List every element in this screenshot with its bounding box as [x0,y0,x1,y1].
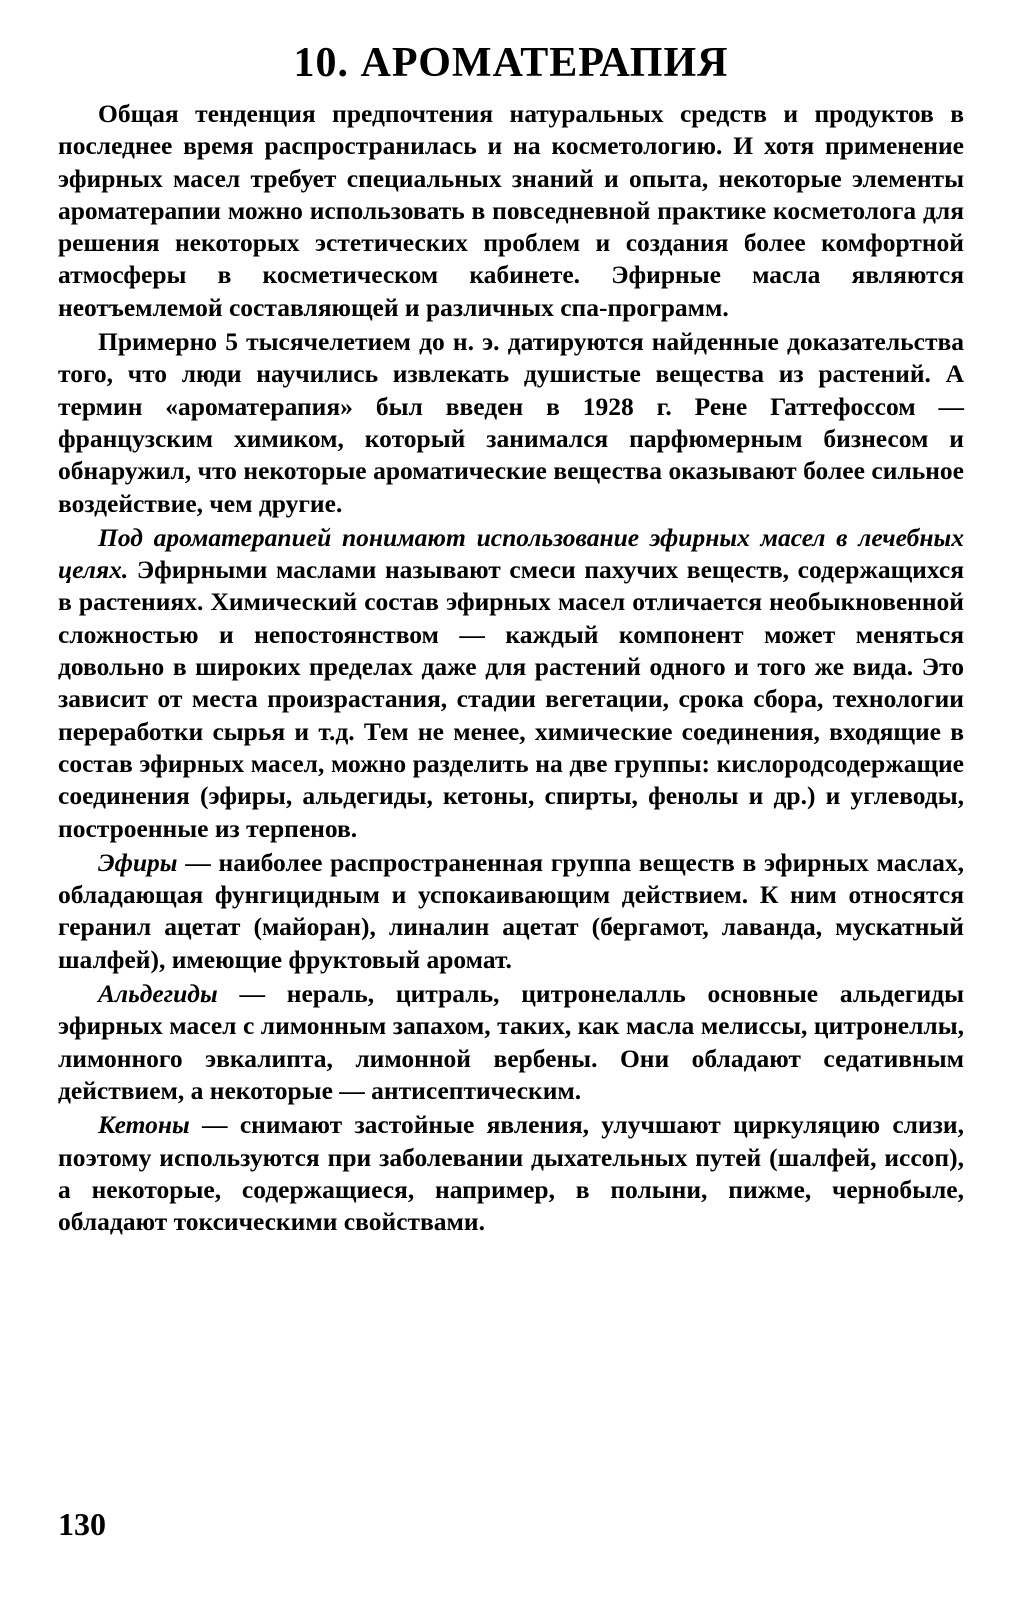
paragraph-lead: Под ароматерапией понимают использование эфирных масел в лечебных целях. [58,522,964,585]
paragraph-aldehydes [58,978,964,1107]
paragraph-esters [58,847,964,976]
page-number: 130 [58,1506,106,1542]
paragraph-text: Примерно 5 тысячелетием до н. э. датируются найденные доказательства того, что люди научились извлекать душистые вещества из растений. А термин «ароматерапия» был введен в 1928 г. Рене Гаттефоссом — французским химиком, который занимался парфюмерным бизнесом и обнаружил, что некоторые ароматические вещества оказывают более сильное воздействие, чем другие. [58,327,964,518]
paragraph-text: Эфирными маслами называют смеси пахучих веществ, содержащихся в растениях. Химический состав эфирных масел отличается необыкновенной сложностью и непостоянством — каждый компонент может меняться довольно в широких пределах даже для растений одного и того же вида. Это зависит от места произрастания, стадии вегетации, срока сбора, технологии переработки сырья и т.д. Тем не менее, химические соединения, входящие в состав эфирных масел, можно разделить на две группы: кислородсодержащие соединения (эфиры, альдегиды, кетоны, спирты, фенолы и др.) и углеводы, построенные из терпенов. [58,555,964,843]
paragraph-lead: Кетоны [98,1110,190,1140]
paragraph-intro [58,98,964,324]
paragraph-definition [58,522,964,845]
chapter-title: 10. АРОМАТЕРАПИЯ [293,40,729,86]
book-page [58,36,964,1240]
paragraph-lead: Альдегиды [98,979,218,1009]
paragraph-text: — снимают застойные явления, улучшают циркуляцию слизи, поэтому используются при заболевании дыхательных путей (шалфей, иссоп), а некоторые, содержащиеся, например, в полыни, пижме, чернобыле, обладают токсическими свойствами. [58,1110,964,1237]
paragraph-text: — наиболее распространенная группа веществ в эфирных маслах, обладающая фунгицидным и успокаивающим действием. К ним относятся геранил ацетат (майоран), линалин ацетат (бергамот, лаванда, мускатный шалфей), имеющие фруктовый аромат. [58,847,964,974]
paragraph-text: — нераль, цитраль, цитронелалль основные альдегиды эфирных масел с лимонным запахом, таких, как масла мелиссы, цитронеллы, лимонного эвкалипта, лимонной вербены. Они обладают седативным действием, а некоторые — антисептическим. [58,979,964,1105]
paragraph-lead: Эфиры [98,847,178,877]
paragraph-ketones [58,1109,964,1238]
paragraph-text: Общая тенденция предпочтения натуральных средств и продуктов в последнее время распространилась и на косметологию. И хотя применение эфирных масел требует специальных знаний и опыта, некоторые элементы ароматерапии можно использовать в повседневной практике косметолога для решения некоторых эстетических проблем и создания более комфортной атмосферы в косметическом кабинете. Эфирные масла являются неотъемлемой составляющей и различных спа-программ. [58,99,964,322]
paragraph-history [58,326,964,520]
